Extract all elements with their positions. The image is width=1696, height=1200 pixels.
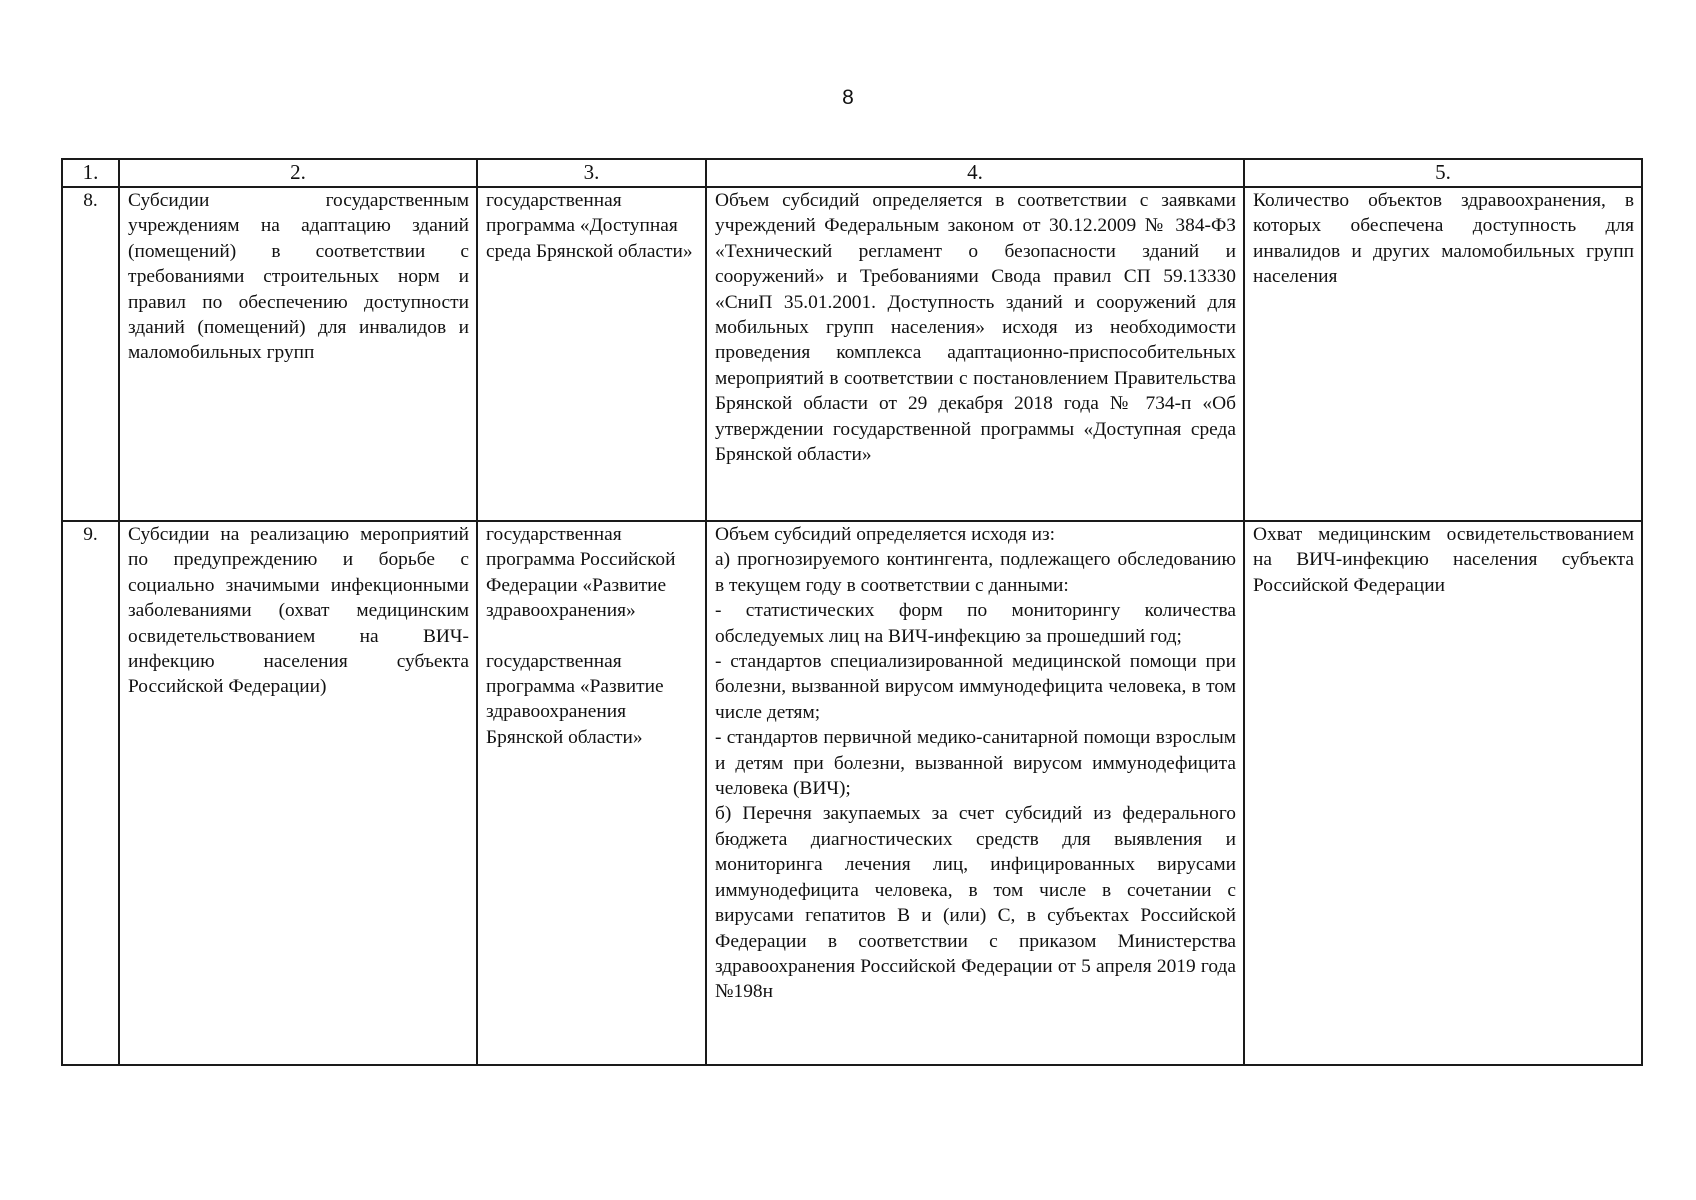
basis-item: а) прогнозируемого контингента, подлежащего обследованию в текущем году в соответствии с данными: [715, 549, 1236, 596]
program-secondary: государственная программа «Развитие здравоохранения Брянской области» [486, 650, 664, 748]
basis-item: - стандартов специализированной медицинской помощи при болезни, вызванной вирусом иммунодефицита человека, в том числе детям; [715, 651, 1236, 723]
calculation-basis [706, 187, 1244, 521]
basis-intro: Объем субсидий определяется в соответствии с заявками учреждений Федеральным законом от 30.12.2009 № 384-ФЗ «Технический регламент о безопасности зданий и сооружений» и Требованиями Свода правил СП 59.13330 «СниП 35.01.2001. Доступность зданий и сооружений для мобильных групп населения» исходя из необходимости проведения комплекса адаптационно-приспособительных мероприятий в соответствии с постановлением Правительства Брянской области от 29 декабря 2018 года № 734-п «Об утверждении государственной программы «Доступная среда Брянской области» [715, 190, 1236, 466]
program-primary: государственная программа Российской Федерации «Развитие здравоохранения» [486, 524, 676, 622]
row-number: 8. [62, 187, 119, 521]
column-header-5: 5. [1244, 159, 1642, 187]
basis-item: - статистических форм по мониторингу количества обследуемых лиц на ВИЧ-инфекцию за прошедший год; [715, 600, 1236, 647]
basis-item: - стандартов первичной медико-санитарной помощи взрослым и детям при болезни, вызванной вирусом иммунодефицита человека (ВИЧ); [715, 727, 1236, 800]
program-name [477, 521, 706, 1065]
column-header-1: 1. [62, 159, 119, 187]
table-row [62, 521, 1642, 1065]
subsidy-name: Субсидии государственным учреждениям на адаптацию зданий (помещений) в соответствии с требованиями строительных норм и правил по обеспечению доступности зданий (помещений) для инвалидов и маломобильных групп [119, 187, 477, 521]
column-header-2: 2. [119, 159, 477, 187]
row-number: 9. [62, 521, 119, 1065]
subsidies-table [61, 158, 1643, 1066]
column-header-3: 3. [477, 159, 706, 187]
table-row [62, 187, 1642, 521]
result-indicator: Охват медицинским освидетельствованием на ВИЧ-инфекцию населения субъекта Российской Федерации [1244, 521, 1642, 1065]
basis-item: б) Перечня закупаемых за счет субсидий из федерального бюджета диагностических средств для выявления и мониторинга лечения лиц, инфицированных вирусами иммунодефицита человека, в том числе в сочетании с вирусами гепатитов B и (или) C, в субъектах Российской Федерации в соответствии с приказом Министерства здравоохранения Российской Федерации от 5 апреля 2019 года №198н [715, 803, 1236, 1003]
program-primary: государственная программа «Доступная среда Брянской области» [486, 190, 693, 262]
basis-intro: Объем субсидий определяется исходя из: [715, 524, 1055, 545]
calculation-basis [706, 521, 1244, 1065]
page-number: 8 [842, 86, 854, 109]
column-header-4: 4. [706, 159, 1244, 187]
result-indicator: Количество объектов здравоохранения, в которых обеспечена доступность для инвалидов и других маломобильных групп населения [1244, 187, 1642, 521]
subsidy-name: Субсидии на реализацию мероприятий по предупреждению и борьбе с социально значимыми инфекционными заболеваниями (охват медицинским освидетельствованием на ВИЧ-инфекцию населения субъекта Российской Федерации) [119, 521, 477, 1065]
table-header-row [62, 159, 1642, 187]
program-name [477, 187, 706, 521]
